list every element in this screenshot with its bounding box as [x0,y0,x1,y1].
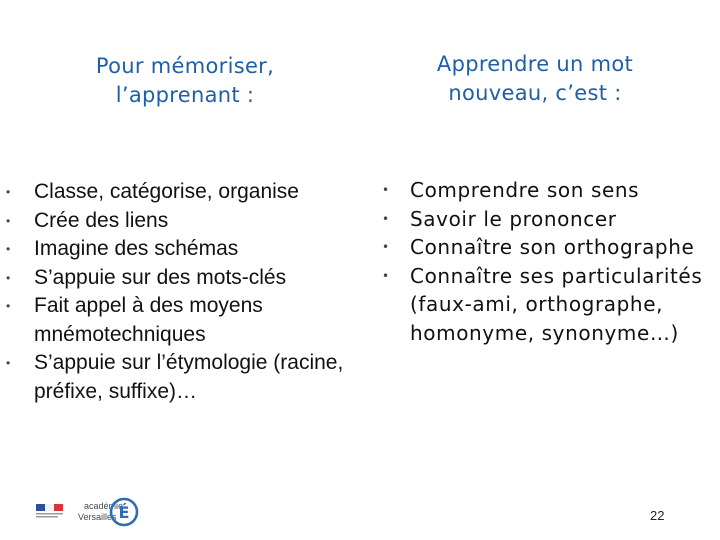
list-item: • Fait appel à des moyens mnémotechniques [6,292,356,349]
right-heading-line-1: Apprendre un mot [436,52,634,76]
list-item: • Comprendre son sens [382,176,717,205]
logo-graphic [34,492,144,532]
list-item: • Classe, catégorise, organise [6,178,356,207]
page-number: 22 [650,508,665,523]
left-column-heading [40,52,330,110]
right-heading-line-2: nouveau, c’est : [448,81,622,105]
list-item: • Crée des liens [6,207,356,236]
logo-line-1: académie [84,501,124,511]
list-item: • Imagine des schémas [6,235,356,264]
left-bullet-list [6,178,356,406]
svg-text:É: É [118,503,130,522]
right-bullet-list [382,176,717,347]
list-item: • Connaître son orthographe [382,233,717,262]
list-item: • Connaître ses particularités (faux-ami, orthographe, homonyme, synonyme…) [382,262,717,348]
list-item: • Savoir le prononcer [382,205,717,234]
republique-flag-icon [36,504,63,518]
list-item: • S’appuie sur l’étymologie (racine, préfixe, suffixe)… [6,349,356,406]
list-item: • S’appuie sur des mots-clés [6,264,356,293]
left-heading-line-1: Pour mémoriser, [95,54,275,78]
academie-logo [34,492,144,532]
left-heading-line-2: l’apprenant : [115,83,255,107]
right-column-heading [385,50,685,108]
logo-line-2: Versailles [78,512,117,522]
